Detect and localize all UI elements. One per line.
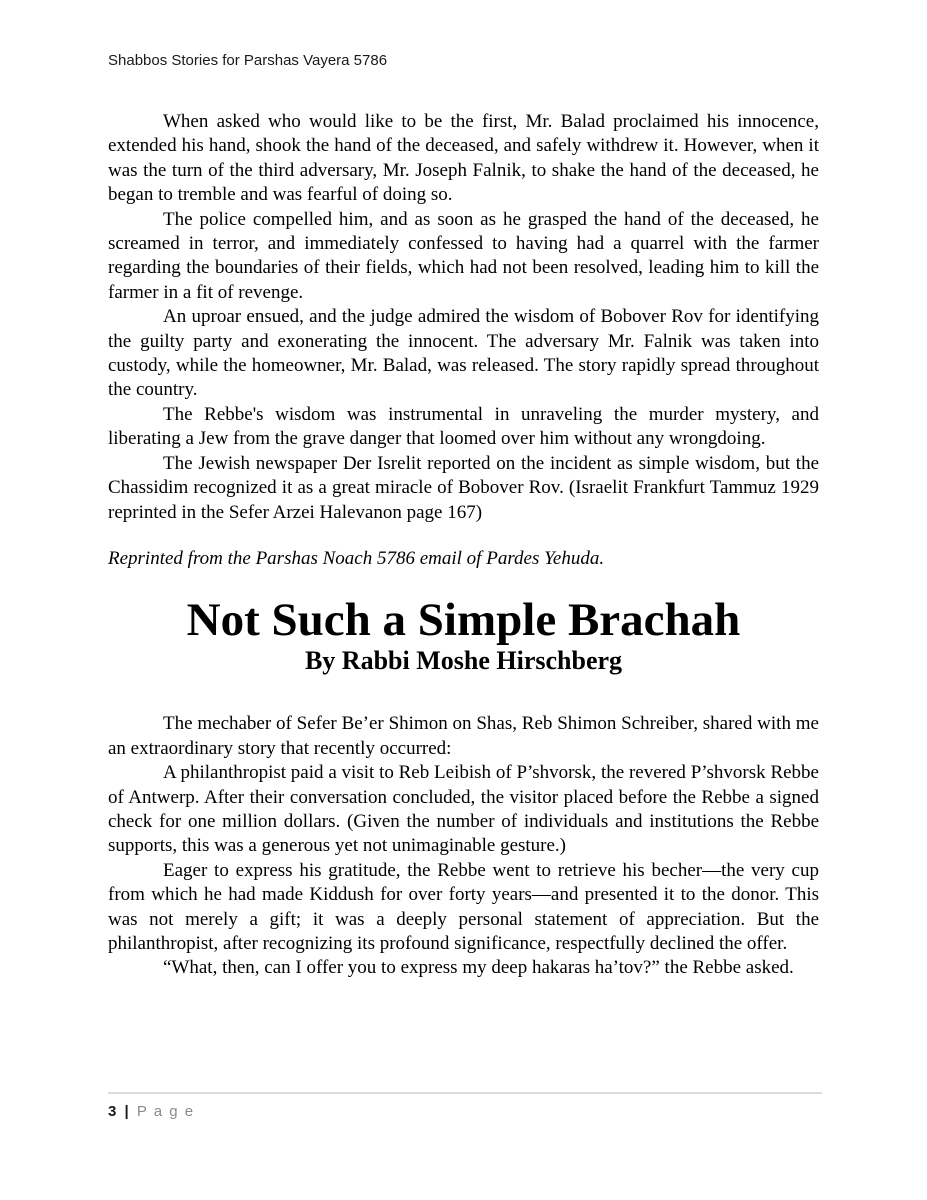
- story-paragraph: When asked who would like to be the first, Mr. Balad proclaimed his innocence, extended his hand, shook the hand of the deceased, and safely withdrew it. However, when it was the turn of the third adversary, Mr. Joseph Falnik, to shake the hand of the deceased, he began to tremble and was fearful of doing so.: [108, 111, 819, 206]
- page-footer: [108, 1092, 822, 1121]
- footer-page-number: 3: [108, 1103, 117, 1120]
- section-byline: By Rabbi Moshe Hirschberg: [304, 646, 623, 676]
- story-paragraph: The mechaber of Sefer Be’er Shimon on Shas, Reb Shimon Schreiber, shared with me an extraordinary story that recently occurred:: [108, 713, 819, 759]
- footer-separator: |: [124, 1103, 129, 1120]
- document-body: [108, 110, 819, 981]
- footer-page-label: P a g e: [136, 1103, 195, 1120]
- story-paragraph: Eager to express his gratitude, the Rebbe went to retrieve his becher—the very cup from which he had made Kiddush for over forty years—and presented it to the donor. This was not merely a gift; it was a deeply personal statement of appreciation. But the philanthropist, after recognizing its profound significance, respectfully declined the offer.: [108, 859, 819, 954]
- page-header-text: Shabbos Stories for Parshas Vayera 5786: [108, 52, 388, 69]
- story-paragraph: The police compelled him, and as soon as he grasped the hand of the deceased, he screamed in terror, and immediately confessed to having had a quarrel with the farmer regarding the boundaries of their fields, which had not been resolved, leading him to kill the farmer in a fit of revenge.: [108, 208, 819, 303]
- story-paragraph: The Rebbe's wisdom was instrumental in unraveling the murder mystery, and liberating a Jew from the grave danger that loomed over him without any wrongdoing.: [108, 403, 819, 450]
- story-paragraph: The Jewish newspaper Der Isrelit reported on the incident as simple wisdom, but the Chassidim recognized it as a great miracle of Bobover Rov. (Israelit Frankfurt Tammuz 1929 reprinted in the Sefer Arzei Halevanon page 167): [108, 452, 819, 523]
- story-paragraph: “What, then, can I offer you to express my deep hakaras ha’tov?” the Rebbe asked.: [163, 957, 794, 979]
- section-title: Not Such a Simple Brachah: [186, 594, 741, 647]
- story-paragraph: An uproar ensued, and the judge admired the wisdom of Bobover Rov for identifying the guilty party and exonerating the innocent. The adversary Mr. Falnik was taken into custody, while the homeowner, Mr. Balad, was released. The story rapidly spread throughout the country.: [108, 306, 819, 401]
- story-paragraph: A philanthropist paid a visit to Reb Leibish of P’shvorsk, the revered P’shvorsk Rebbe of Antwerp. After their conversation concluded, the visitor placed before the Rebbe a signed check for one million dollars. (Given the number of individuals and institutions the Rebbe supports, this was a generous yet not unimaginable gesture.): [108, 762, 819, 857]
- reprint-attribution-note: Reprinted from the Parshas Noach 5786 email of Pardes Yehuda.: [108, 547, 605, 569]
